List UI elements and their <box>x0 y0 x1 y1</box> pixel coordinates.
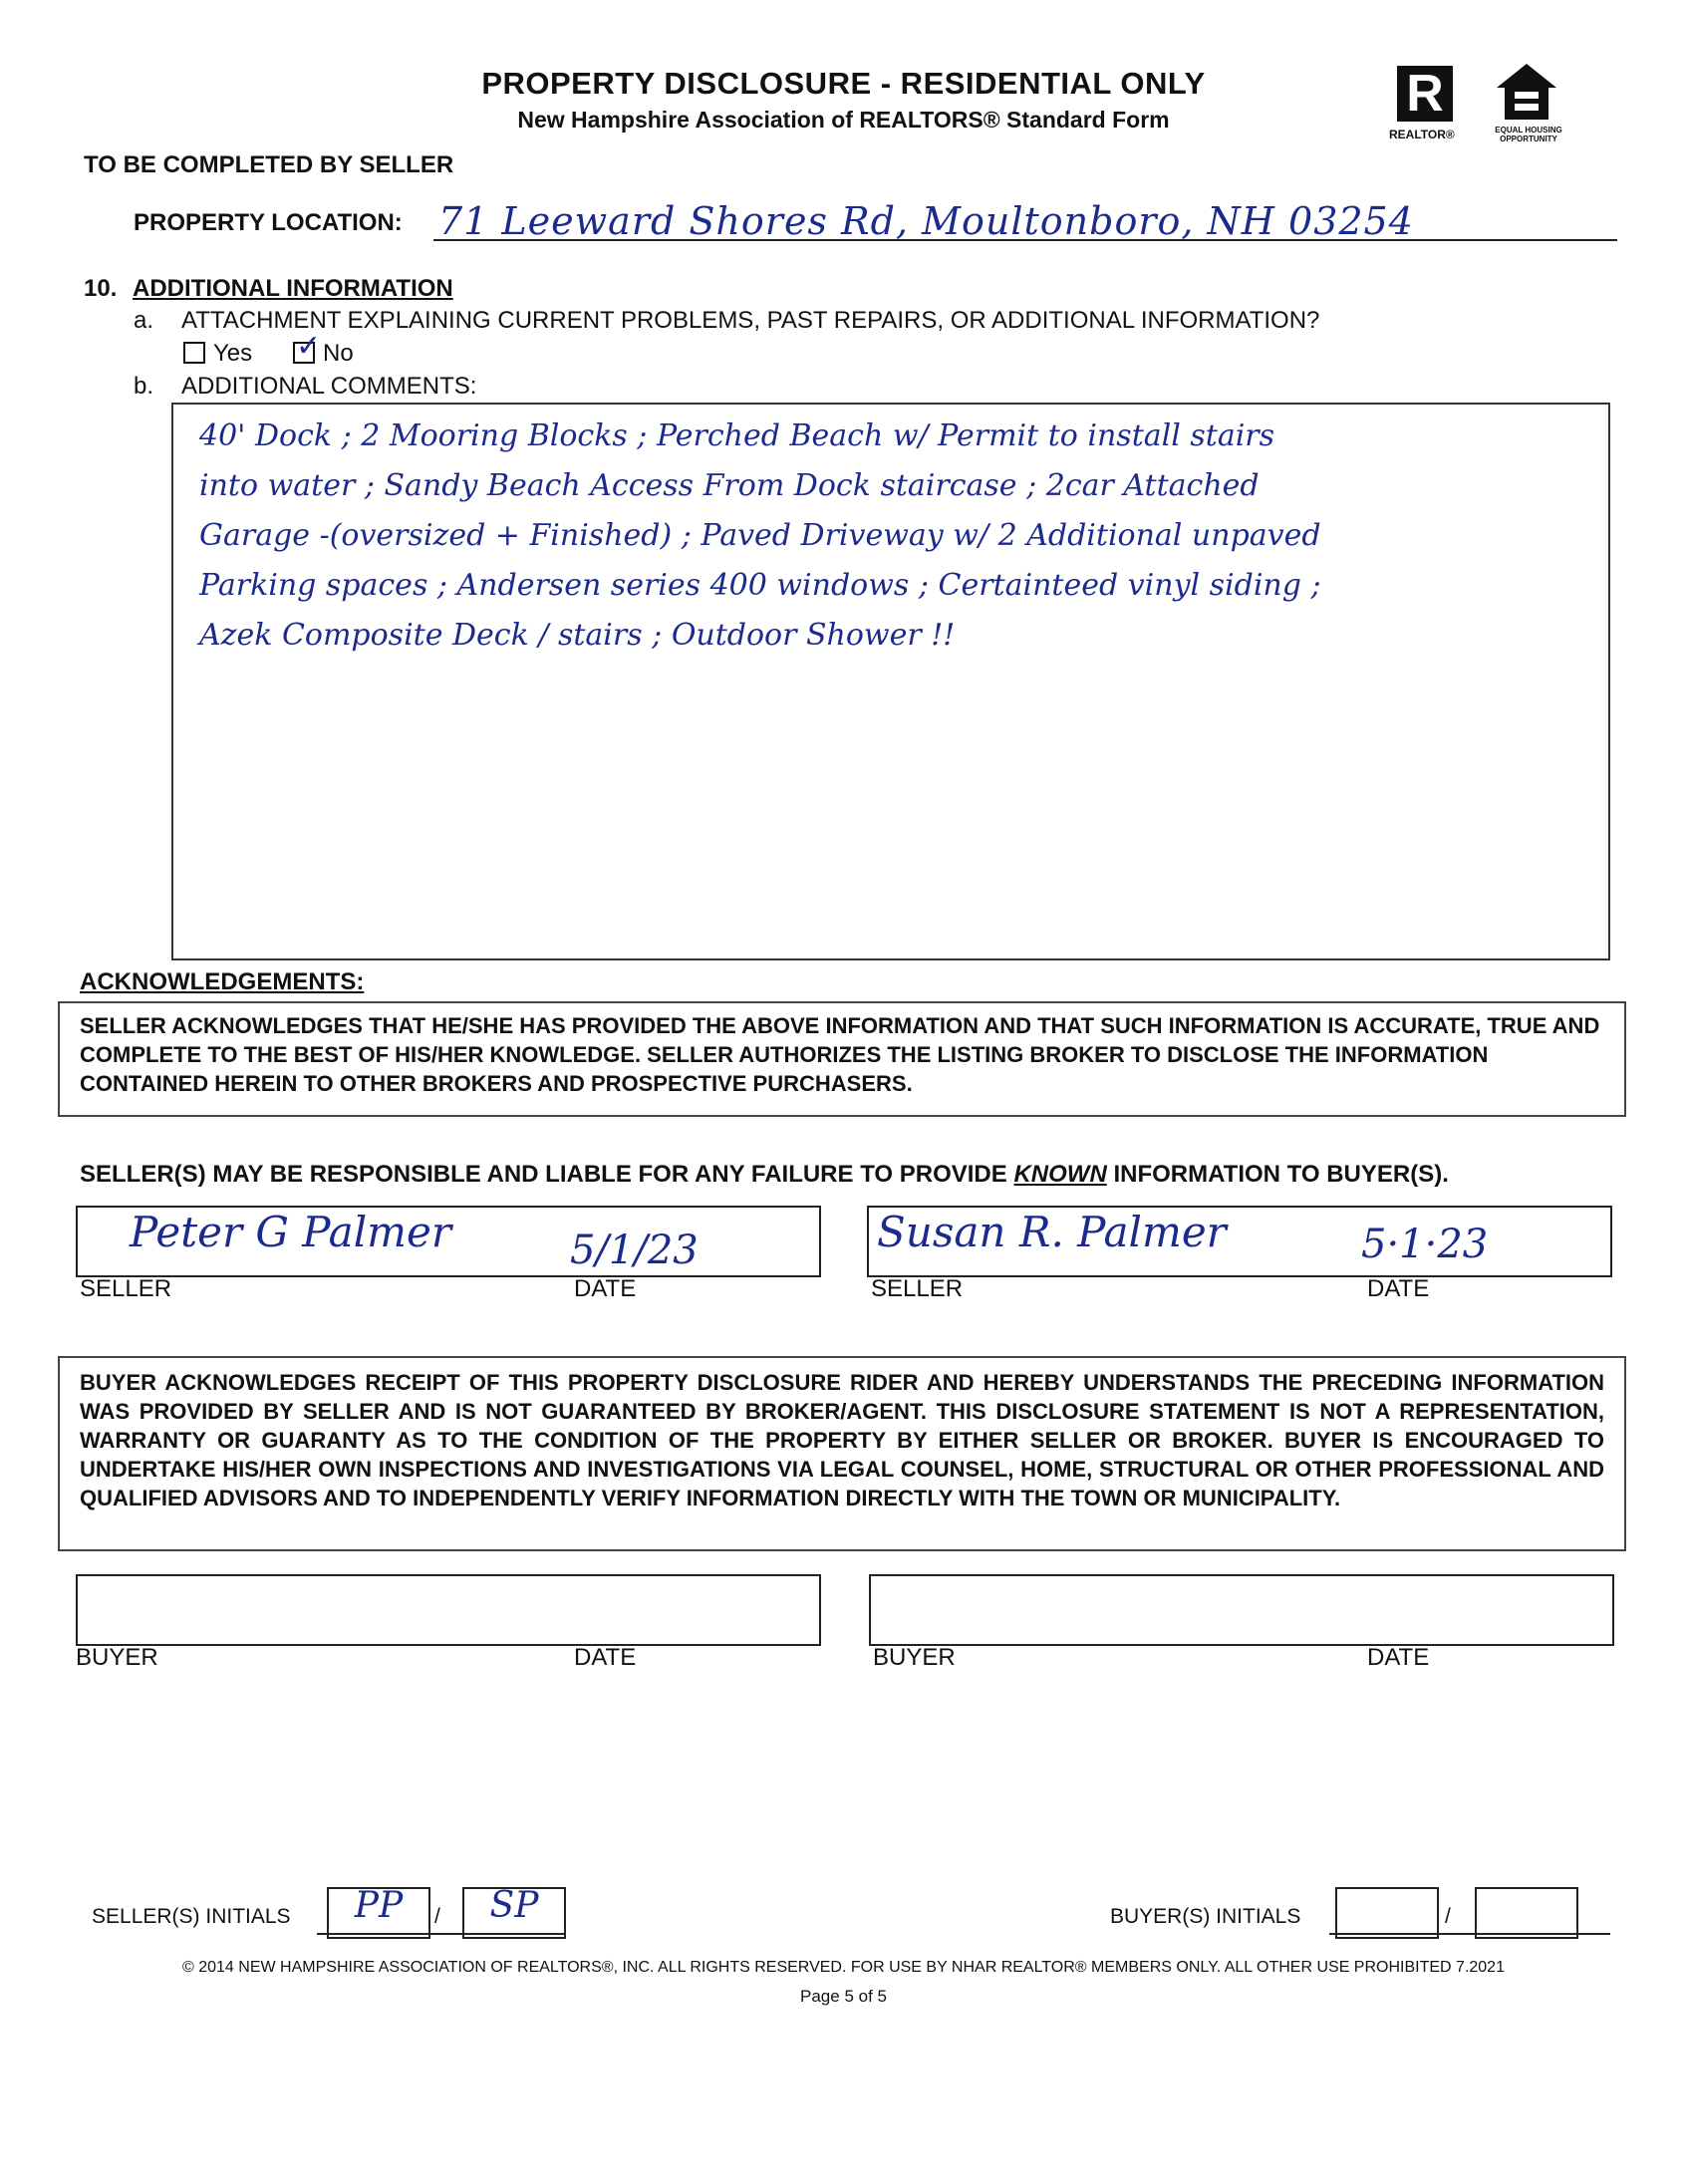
seller-date-1: 5/1/23 <box>570 1228 699 1273</box>
seller-signature-1: Peter G Palmer <box>130 1208 451 1256</box>
liability-statement <box>80 1161 1449 1189</box>
item-b-letter: b. <box>134 373 154 400</box>
realtor-logo-icon: R <box>1397 66 1453 122</box>
buyer-acknowledgement-text: BUYER ACKNOWLEDGES RECEIPT OF THIS PROPERTY DISCLOSURE RIDER AND HEREBY UNDERSTANDS THE PRECEDING INFORMATION WAS PROVIDED BY SELLER AND IS NOT GUARANTEED BY BROKER/AGENT. THIS DISCLOSURE STATEMENT IS NOT A REPRESENTATION, WARRANTY OR GUARANTY AS TO THE CONDITION OF THE PROPERTY BY EITHER SELLER OR BROKER. BUYER IS ENCOURAGED TO UNDERTAKE HIS/HER OWN INSPECTIONS AND INVESTIGATIONS VIA LEGAL COUNSEL, HOME, STRUCTURAL OR OTHER PROFESSIONAL AND QUALIFIED ADVISORS AND TO INDEPENDENTLY VERIFY INFORMATION DIRECTLY WITH THE TOWN OR MUNICIPALITY. <box>58 1356 1626 1551</box>
seller-initials-1: PP <box>354 1885 404 1926</box>
buyer-initials-box-1[interactable] <box>1335 1887 1439 1939</box>
buyer-initials-label: BUYER(S) INITIALS <box>1110 1905 1301 1928</box>
section-number: 10. <box>84 275 118 302</box>
seller-date-caption-1: DATE <box>574 1275 637 1302</box>
completed-by-label: TO BE COMPLETED BY SELLER <box>84 151 454 178</box>
property-location-label: PROPERTY LOCATION: <box>134 209 403 236</box>
seller-caption-2: SELLER <box>871 1275 964 1302</box>
comment-line: Parking spaces ; Andersen series 400 windows ; Certainteed vinyl siding ; <box>199 568 1321 603</box>
liability-text-after: INFORMATION TO BUYER(S). <box>1106 1161 1449 1188</box>
buyer-initials-separator: / <box>1445 1905 1451 1928</box>
seller-acknowledgement-text: SELLER ACKNOWLEDGES THAT HE/SHE HAS PROVIDED THE ABOVE INFORMATION AND THAT SUCH INFORMATION IS ACCURATE, TRUE AND COMPLETE TO THE BEST OF HIS/HER KNOWLEDGE. SELLER AUTHORIZES THE LISTING BROKER TO DISCLOSE THE INFORMATION CONTAINED HEREIN TO OTHER BROKERS AND PROSPECTIVE PURCHASERS. <box>58 1001 1626 1117</box>
item-b-label: ADDITIONAL COMMENTS: <box>181 373 477 400</box>
liability-text-before: SELLER(S) MAY BE RESPONSIBLE AND LIABLE FOR ANY FAILURE TO PROVIDE <box>80 1161 1014 1188</box>
seller-date-2: 5·1·23 <box>1361 1222 1489 1267</box>
property-location-field[interactable]: 71 Leeward Shores Rd, Moultonboro, NH 03254 <box>438 199 1414 243</box>
comment-line: 40' Dock ; 2 Mooring Blocks ; Perched Beach w/ Permit to install stairs <box>199 418 1275 453</box>
buyer-caption-2: BUYER <box>873 1644 956 1671</box>
seller-caption-1: SELLER <box>80 1275 172 1302</box>
acknowledgements-title: ACKNOWLEDGEMENTS: <box>80 968 365 995</box>
buyer-initials-box-2[interactable] <box>1475 1887 1578 1939</box>
page-number: Page 5 of 5 <box>800 1987 887 2006</box>
equal-housing-icon <box>1495 62 1558 122</box>
no-label: No <box>323 340 354 367</box>
buyer-date-caption-1: DATE <box>574 1644 637 1671</box>
seller-initials-separator: / <box>434 1905 440 1928</box>
comment-line: into water ; Sandy Beach Access From Dock staircase ; 2car Attached <box>199 468 1260 503</box>
item-a-question: ATTACHMENT EXPLAINING CURRENT PROBLEMS, PAST REPAIRS, OR ADDITIONAL INFORMATION? <box>181 307 1320 334</box>
equal-housing-caption: EQUAL HOUSING OPPORTUNITY <box>1495 126 1562 143</box>
realtor-logo-caption: REALTOR® <box>1389 128 1455 141</box>
buyer-date-caption-2: DATE <box>1367 1644 1430 1671</box>
copyright-footer: © 2014 NEW HAMPSHIRE ASSOCIATION OF REALTORS®, INC. ALL RIGHTS RESERVED. FOR USE BY NHAR REALTOR® MEMBERS ONLY. ALL OTHER USE PROHIBITED 7.2021 <box>182 1959 1505 1976</box>
comment-line: Azek Composite Deck / stairs ; Outdoor Shower !! <box>199 618 956 653</box>
buyer-caption-1: BUYER <box>76 1644 158 1671</box>
seller-initials-label: SELLER(S) INITIALS <box>92 1905 291 1928</box>
no-checkmark-icon: ✓ <box>296 329 322 364</box>
seller-signature-2: Susan R. Palmer <box>877 1208 1227 1256</box>
section-title: ADDITIONAL INFORMATION <box>133 275 453 302</box>
yes-label: Yes <box>213 340 253 367</box>
buyer-signature-box-2[interactable] <box>869 1574 1614 1646</box>
form-title: PROPERTY DISCLOSURE - RESIDENTIAL ONLY <box>481 66 1206 101</box>
seller-initials-2: SP <box>489 1885 539 1926</box>
seller-date-caption-2: DATE <box>1367 1275 1430 1302</box>
liability-known-emphasis: KNOWN <box>1013 1161 1107 1188</box>
buyer-signature-box-1[interactable] <box>76 1574 821 1646</box>
item-a-letter: a. <box>134 307 154 334</box>
comment-line: Garage -(oversized + Finished) ; Paved Driveway w/ 2 Additional unpaved <box>199 518 1321 553</box>
yes-checkbox[interactable] <box>183 342 205 364</box>
form-subtitle: New Hampshire Association of REALTORS® Standard Form <box>517 107 1170 133</box>
